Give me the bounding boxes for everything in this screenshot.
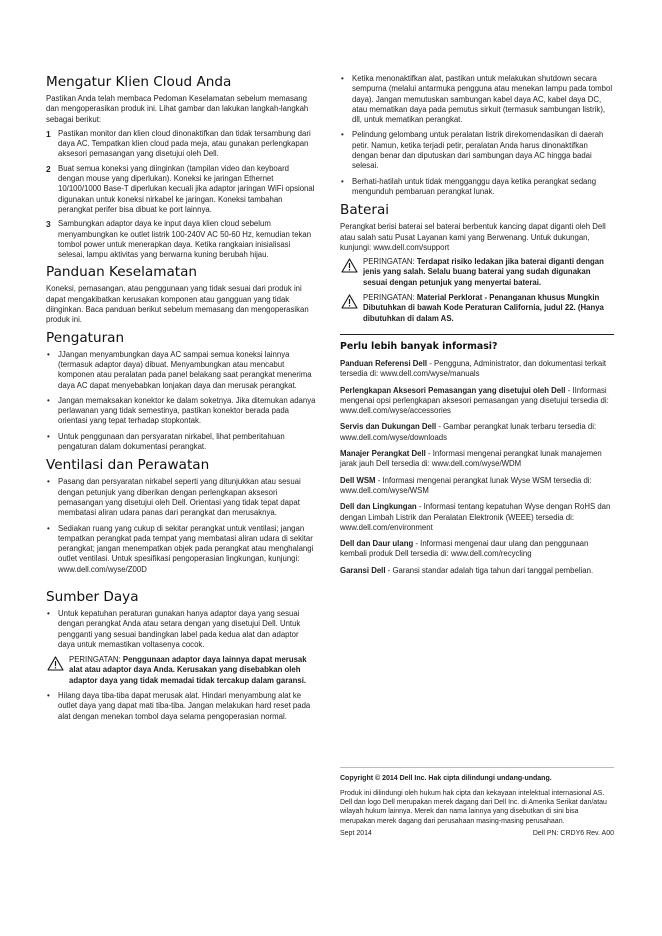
info-text: - Pengguna, Administrator, dan dokumentasi terkait tersedia di: www.dell.com/wyse/manuals — [340, 358, 607, 379]
section-title-ventilation: Ventilasi dan Perawatan — [46, 457, 210, 474]
footer-divider — [340, 767, 614, 768]
info-text: - Informasi mengenai daur ulang dan penggunaan kembali produk Dell tersedia di: www.dell.com/recycling — [340, 539, 589, 559]
info-item — [340, 502, 614, 533]
section-title-battery: Baterai — [340, 202, 390, 219]
warning-icon — [341, 258, 358, 273]
warning-label: PERINGATAN: — [363, 293, 415, 303]
configuration-list — [46, 350, 317, 453]
section-title-safety: Panduan Keselamatan — [46, 264, 198, 281]
warning-label: PERINGATAN: — [69, 655, 121, 665]
setup-steps — [46, 129, 317, 261]
warning-icon — [341, 294, 358, 309]
step-number: 1 — [46, 128, 51, 139]
info-text: - Informasi tentang kepatuhan Wyse dengan RoHS dan dengan Limbah Listrik dan Peralatan Elektronik (WEEE) tersedia di: www.dell.com/environment — [340, 502, 611, 532]
info-text: - Garansi standar adalah tiga tahun dari tanggal pembelian. — [385, 565, 594, 575]
info-item — [340, 422, 614, 443]
power-list-continued — [46, 691, 317, 722]
info-item — [340, 539, 614, 560]
publish-date: Sept 2014 — [340, 829, 372, 837]
info-text: - Gambar perangkat lunak terbaru tersedia di: www.dell.com/wyse/downloads — [340, 422, 597, 442]
right-column — [340, 74, 614, 582]
step-text: Pastikan monitor dan klien cloud dinonaktifkan dan tidak tersambung dari daya AC. Tempatkan klien cloud pada meja, atau gunakan perlengkapan aksesori pemasangan yang disetujui oleh Dell. — [58, 128, 311, 159]
list-item: • Hilang daya tiba-tiba dapat merusak alat. Hindari menyambung alat ke outlet daya yang dapat mati tiba-tiba. Jangan melakukan hard reset pada alat dengan menekan tombol daya selama pengoperasian normal. — [46, 691, 317, 722]
info-label: Servis dan Dukungan Dell — [340, 422, 437, 432]
warning-icon — [47, 656, 64, 671]
setup-step — [46, 164, 317, 215]
footer — [340, 767, 614, 838]
section-title-setup: Mengatur Klien Cloud Anda — [46, 74, 232, 90]
info-label: Perlengkapan Aksesori Pemasangan yang disetujui oleh Dell — [340, 385, 566, 395]
info-title: Perlu lebih banyak informasi? — [340, 340, 498, 352]
step-number: 3 — [46, 219, 51, 230]
list-item: • Untuk kepatuhan peraturan gunakan hanya adaptor daya yang sesuai dengan perangkat Anda atau setara dengan yang disetujui Dell. Untuk pengganti yang sesuai bandingkan label pada kedua alat dan adaptor daya untuk memastikan voltasenya cocok. — [46, 609, 317, 650]
list-item: • Sediakan ruang yang cukup di sekitar perangkat untuk ventilasi; jangan tempatkan perangkat pada tempat yang membatasi aliran udara di sekitar perangkat; jangan menempatkan objek pada perangkat atau menghalangi outlet ventilasi. Untuk spesifikasi pengoperasian lingkungan, kunjungi: www.dell.com/wyse/Z00D — [46, 524, 317, 575]
info-label: Dell dan Lingkungan — [340, 502, 417, 512]
power-warning — [46, 655, 317, 686]
info-text: - Informasi mengenai perangkat lunak Wyse WSM tersedia di: www.dell.com/wyse/WSM — [340, 475, 592, 495]
list-item: • Jangan memaksakan konektor ke dalam soketnya. Jika ditemukan adanya perlawanan yang tidak semestinya, pastikan konektor berada pada orientasi yang tepat terhadap stopkontak. — [46, 396, 317, 427]
footer-meta — [340, 829, 614, 838]
list-item: • Pasang dan persyaratan nirkabel seperti yang ditunjukkan atau sesuai dengan petunjuk yang diberikan dengan perlengkapan aksesori pemasangan yang disetujui oleh Dell. Orientasi yang tidak tepat dapat membatasi aliran udara panas dari perangkat dan merusaknya. — [46, 477, 317, 518]
ventilation-list — [46, 477, 317, 575]
warning-text: Penggunaan adaptor daya lainnya dapat merusak alat atau adaptor daya Anda. Kerusakan yang disebabkan oleh adaptor daya yang tidak memadai tidak tercakup dalam garansi. — [69, 655, 307, 685]
perchlorate-warning — [340, 293, 614, 324]
power-list-right — [340, 74, 614, 197]
list-item: • Untuk penggunaan dan persyaratan nirkabel, lihat pemberitahuan pengaturan dalam dokumentasi perangkat. — [46, 432, 317, 453]
part-number: Dell PN: CRDY6 Rev. A00 — [532, 829, 614, 837]
list-item: • Berhati-hatilah untuk tidak mengganggu daya ketika perangkat sedang mengunduh pembaruan perangkat lunak. — [340, 177, 614, 198]
left-column — [46, 74, 317, 727]
warning-text: Material Perklorat - Penanganan khusus Mungkin Dibutuhkan di bawah Kode Peraturan California, judul 22. (Hanya dibutuhkan di dalam AS. — [363, 293, 604, 323]
info-item — [340, 359, 614, 380]
info-item — [340, 566, 614, 576]
info-text: - Informasi mengenai perangkat lunak manajemen jarak jauh Dell tersedia di: www.dell.com/wyse/WDM — [340, 449, 602, 469]
info-label: Panduan Referensi Dell — [340, 358, 428, 368]
info-item — [340, 476, 614, 497]
safety-text: Koneksi, pemasangan, atau penggunaan yang tidak sesuai dari produk ini dapat mengakibatkan kerusakan komponen atau gangguan yang tidak diinginkan. Baca panduan berikut sebelum memasang dan mengoperasikan produk ini. — [46, 284, 309, 325]
battery-warning — [340, 257, 614, 288]
setup-step — [46, 129, 317, 160]
info-label: Dell WSM — [340, 475, 376, 485]
legal-text: Produk ini dilindungi oleh hukum hak cipta dan kekayaan intelektual internasional AS. Dell dan logo Dell merupakan merek dagang dari Dell Inc. di Amerika Serikat dan/atau wilayah hukum lainnya. Merek dan nama lainnya yang disebutkan di sini bisa merupakan merek dagang dari perusahaan masing-masing perusahaan. — [340, 790, 607, 825]
step-number: 2 — [46, 163, 51, 174]
section-title-power: Sumber Daya — [46, 588, 139, 605]
battery-text: Perangkat berisi baterai sel baterai berbentuk kancing dapat diganti oleh Dell atau salah satu Pusat Layanan kami yang Berwenang. Untuk dukungan, kunjungi: www.dell.com/support — [340, 222, 606, 252]
copyright: Copyright © 2014 Dell Inc. Hak cipta dilindungi undang-undang. — [340, 775, 552, 782]
warning-label: PERINGATAN: — [363, 257, 415, 267]
info-item — [340, 449, 614, 470]
section-title-configuration: Pengaturan — [46, 329, 125, 346]
power-list — [46, 609, 317, 650]
list-item: • Pelindung gelombang untuk peralatan listrik direkomendasikan di daerah petir. Namun, ketika terjadi petir, peralatan Anda harus dinonaktifkan dengan benar dan diputuskan dari sambungan daya AC hingga badai selesai. — [340, 130, 614, 171]
list-item: • JJangan menyambungkan daya AC sampai semua koneksi lainnya (termasuk adaptor daya) dibuat. Menyambungkan atau mencabut komponen atau peralatan pada panel belakang saat perangkat menerima daya AC dapat menyebabkan lonjakan daya dan merusak perangkat. — [46, 350, 317, 391]
step-text: Sambungkan adaptor daya ke input daya klien cloud sebelum menyambungkan ke outlet listrik 100-240V AC 50-60 Hz, kemudian tekan tombol power untuk menerapkan daya. Ketika rangkaian inisialisasi selesai, lampu aktivitas yang berwarna kuning berubah hijau. — [58, 219, 312, 260]
info-label: Manajer Perangkat Dell — [340, 449, 426, 459]
step-text: Buat semua koneksi yang diinginkan (tampilan video dan keyboard dengan mouse yang diperlukan). Koneksi ke jaringan Ethernet 10/100/1000 Base-T diperlukan kecuali jika adaptor jaringan WiFi opsional digunakan untuk koneksi nirkabel ke jaringan. Koneksi tambahan perangkat perifer bisa dibuat ke port lainnya. — [58, 163, 315, 214]
setup-intro: Pastikan Anda telah membaca Pedoman Keselamatan sebelum memasang dan mengoperasikan produk ini. Lihat gambar dan lakukan langkah-langkah sebagai berikut: — [46, 94, 309, 124]
divider — [340, 334, 614, 335]
info-label: Garansi Dell — [340, 565, 386, 575]
info-text: - IInformasi mengenai opsi perlengkapan aksesori pemasangan yang disetujui tersedia di: www.dell.com/wyse/accessories — [340, 385, 609, 416]
warning-text: Terdapat risiko ledakan jika baterai diganti dengan jenis yang salah. Selalu buang baterai yang sudah digunakan sesuai dengan petunjuk yang menyertai baterai. — [363, 257, 604, 287]
setup-step — [46, 219, 317, 260]
info-item — [340, 386, 614, 417]
info-label: Dell dan Daur ulang — [340, 539, 414, 549]
list-item: • Ketika menonaktifkan alat, pastikan untuk melakukan shutdown secara sempurna (melalui antarmuka pengguna atau menekan lampu pada tombol daya). Jangan memutuskan sambungan kabel daya AC, kabel daya DC, atau mematikan daya pada pemutus sirkuit (termasuk sambungan listrik), dll, untuk mematikan perangkat. — [340, 74, 614, 125]
